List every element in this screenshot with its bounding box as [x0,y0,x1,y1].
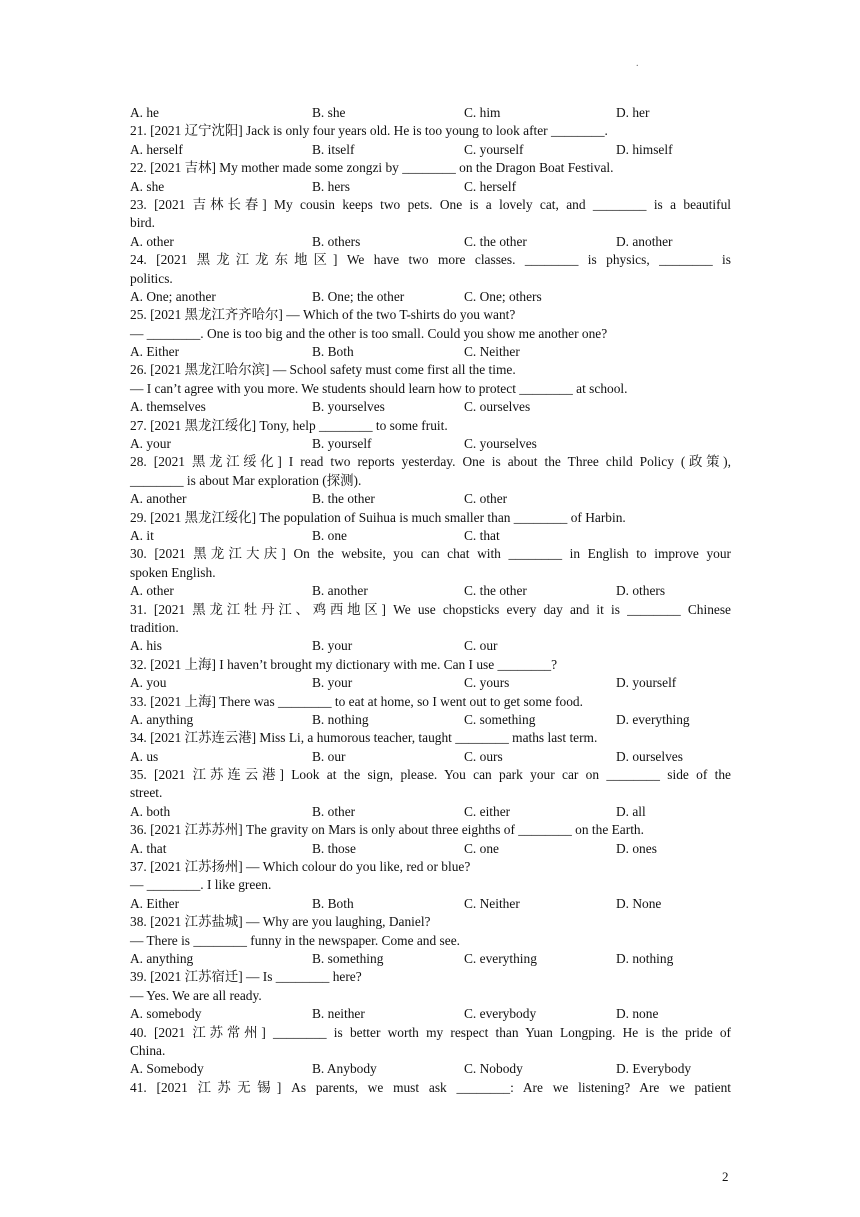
option-b: B. one [312,527,347,543]
option-b: B. our [312,748,346,764]
option-d: D. nothing [616,950,674,966]
option-b: B. Both [312,895,354,911]
options-row [130,435,731,453]
option-b: B. itself [312,141,355,157]
options-row [130,141,731,159]
question-text-line: China. [130,1042,166,1058]
question-text-line: 34. [2021 江苏连云港] Miss Li, a humorous teacher, taught ________ maths last term. [130,730,598,746]
page-number: 2 [722,1169,729,1184]
option-b: B. yourselves [312,399,385,415]
option-b: B. your [312,675,353,691]
question-text-line: 30. [2021 黑龙江大庆] On the website, you can chat with ________ in English to improve your [130,546,731,562]
option-a: A. One; another [130,288,216,304]
options-row [130,1005,731,1023]
option-d: D. all [616,803,646,819]
option-c: C. One; others [464,288,542,304]
option-a: A. herself [130,141,183,157]
option-c: C. Nobody [464,1061,523,1077]
options-row [130,288,731,306]
option-d: D. none [616,1006,659,1022]
question-text-line: 21. [2021 辽宁沈阳] Jack is only four years old. He is too young to look after ________. [130,123,608,139]
header-dot: . [636,58,639,69]
question-item [130,693,731,730]
option-b: B. something [312,950,384,966]
option-c: C. one [464,840,499,856]
question-item [130,601,731,656]
option-a: A. he [130,105,160,120]
option-c: C. either [464,803,511,819]
option-a: A. somebody [130,1006,202,1022]
question-text-line: — There is ________ funny in the newspaper. Come and see. [130,932,460,948]
question-text-line: politics. [130,270,173,286]
question-text-line: 38. [2021 江苏盐城] — Why are you laughing, Daniel? [130,914,431,930]
question-item [130,306,731,361]
question-text-line: street. [130,785,163,801]
question-text-line: 27. [2021 黑龙江绥化] Tony, help ________ to some fruit. [130,417,448,433]
question-item [130,251,731,306]
question-text-line: 23. [2021 吉林长春] My cousin keeps two pets. One is a lovely cat, and ________ is a beautiful [130,196,731,212]
option-a: A. Either [130,344,180,360]
option-a: A. other [130,583,174,599]
option-b: B. One; the other [312,288,405,304]
question-text-line: — I can’t agree with you more. We students should learn how to protect ________ at school. [130,380,628,396]
option-c: C. Neither [464,344,520,360]
option-a: A. themselves [130,399,206,415]
option-c: C. yourself [464,141,524,157]
option-d: D. Everybody [616,1061,692,1077]
question-item [130,656,731,693]
options-row [130,582,731,600]
option-c: C. something [464,711,536,727]
options-row [130,343,731,361]
options-row [130,711,731,729]
options-row [130,1060,731,1078]
option-a: A. you [130,675,167,691]
options-row [130,637,731,655]
question-text-line: — Yes. We are all ready. [130,987,262,1003]
question-item [130,417,731,454]
option-b: B. other [312,803,356,819]
option-a: A. us [130,748,159,764]
question-list [130,104,731,1097]
options-row [130,748,731,766]
question-text-line: ________ is about Mar exploration (探测). [130,472,362,488]
option-c: C. yourselves [464,436,537,452]
option-a: A. anything [130,711,194,727]
option-c: C. everything [464,950,537,966]
option-a: A. anything [130,950,194,966]
option-c: C. ours [464,748,503,764]
option-c: C. the other [464,233,527,249]
question-item [130,122,731,159]
question-item [130,361,731,416]
options-row [130,233,731,251]
option-a: A. other [130,233,174,249]
question-text-line: 35. [2021 江苏连云港] Look at the sign, please. You can park your car on ________ side of the [130,767,731,783]
option-a: A. she [130,178,165,194]
option-b: B. neither [312,1006,365,1022]
option-d: D. everything [616,711,690,727]
option-a: A. Somebody [130,1061,204,1077]
option-b: B. nothing [312,711,369,727]
option-b: B. your [312,638,353,654]
option-c: C. herself [464,178,517,194]
options-row [130,674,731,692]
options-row [130,104,731,122]
option-b: B. yourself [312,436,372,452]
option-b: B. Anybody [312,1061,377,1077]
options-row [130,398,731,416]
option-b: B. the other [312,491,375,507]
question-text-line: 25. [2021 黑龙江齐齐哈尔] — Which of the two T-shirts do you want? [130,307,516,323]
question-item [130,766,731,821]
question-text-line: 39. [2021 江苏宿迁] — Is ________ here? [130,969,362,985]
question-text-line: 29. [2021 黑龙江绥化] The population of Suihua is much smaller than ________ of Harbin. [130,509,626,525]
question-item [130,913,731,968]
option-a: A. Either [130,895,180,911]
option-c: C. other [464,491,508,507]
question-text-line: 37. [2021 江苏扬州] — Which colour do you like, red or blue? [130,859,471,875]
options-row [130,895,731,913]
question-item [130,1024,731,1079]
option-c: C. yours [464,675,510,691]
option-a: A. it [130,527,154,543]
question-text-line: 32. [2021 上海] I haven’t brought my dictionary with me. Can I use ________? [130,656,558,672]
option-a: A. both [130,803,171,819]
option-a: A. your [130,436,171,452]
question-item [130,968,731,1023]
question-item [130,821,731,858]
option-d: D. ones [616,840,657,856]
option-b: B. she [312,105,346,120]
option-c: C. him [464,105,501,120]
option-b: B. another [312,583,368,599]
question-text-line: 41. [2021 江苏无锡] As parents, we must ask ________: Are we listening? Are we patient [130,1079,731,1095]
option-d: D. others [616,583,666,599]
option-a: A. that [130,840,167,856]
option-d: D. himself [616,141,673,157]
question-text-line: 40. [2021 江苏常州] ________ is better worth my respect than Yuan Longping. He is the pride of [130,1024,731,1040]
question-text-line: 22. [2021 吉林] My mother made some zongzi by ________ on the Dragon Boat Festival. [130,160,614,176]
question-item [130,729,731,766]
options-row [130,178,731,196]
question-item [130,545,731,600]
question-text-line: bird. [130,215,155,231]
question-item [130,104,731,122]
options-row [130,527,731,545]
options-row [130,950,731,968]
option-b: B. hers [312,178,350,194]
option-a: A. another [130,491,187,507]
option-b: B. others [312,233,361,249]
options-row [130,803,731,821]
question-text-line: — ________. I like green. [130,877,272,893]
option-c: C. our [464,638,498,654]
option-d: D. her [616,105,650,120]
question-text-line: 31. [2021 黑龙江牡丹江、鸡西地区] We use chopsticks every day and it is ________ Chinese [130,601,731,617]
question-text-line: 26. [2021 黑龙江哈尔滨] — School safety must come first all the time. [130,362,516,378]
question-item [130,159,731,196]
option-d: D. yourself [616,675,677,691]
option-a: A. his [130,638,162,654]
question-text-line: 24. [2021 黑龙江龙东地区] We have two more classes. ________ is physics, ________ is [130,252,731,268]
question-item [130,453,731,508]
option-b: B. those [312,840,356,856]
option-c: C. that [464,527,500,543]
option-c: C. the other [464,583,527,599]
question-text-line: 28. [2021 黑龙江绥化] I read two reports yesterday. One is about the Three child Policy (政策), [130,454,731,470]
question-item [130,1079,731,1097]
question-item [130,509,731,546]
question-text-line: tradition. [130,619,179,635]
option-d: D. another [616,233,673,249]
question-text-line: spoken English. [130,564,216,580]
option-c: C. Neither [464,895,520,911]
option-c: C. everybody [464,1006,537,1022]
option-c: C. ourselves [464,399,531,415]
question-item [130,196,731,251]
question-text-line: 33. [2021 上海] There was ________ to eat at home, so I went out to get some food. [130,693,583,709]
question-text-line: — ________. One is too big and the other is too small. Could you show me another one? [130,325,608,341]
option-d: D. ourselves [616,748,683,764]
question-item [130,858,731,913]
options-row [130,490,731,508]
option-d: D. None [616,895,662,911]
question-text-line: 36. [2021 江苏苏州] The gravity on Mars is only about three eighths of ________ on the Earth. [130,822,644,838]
option-b: B. Both [312,344,354,360]
options-row [130,840,731,858]
